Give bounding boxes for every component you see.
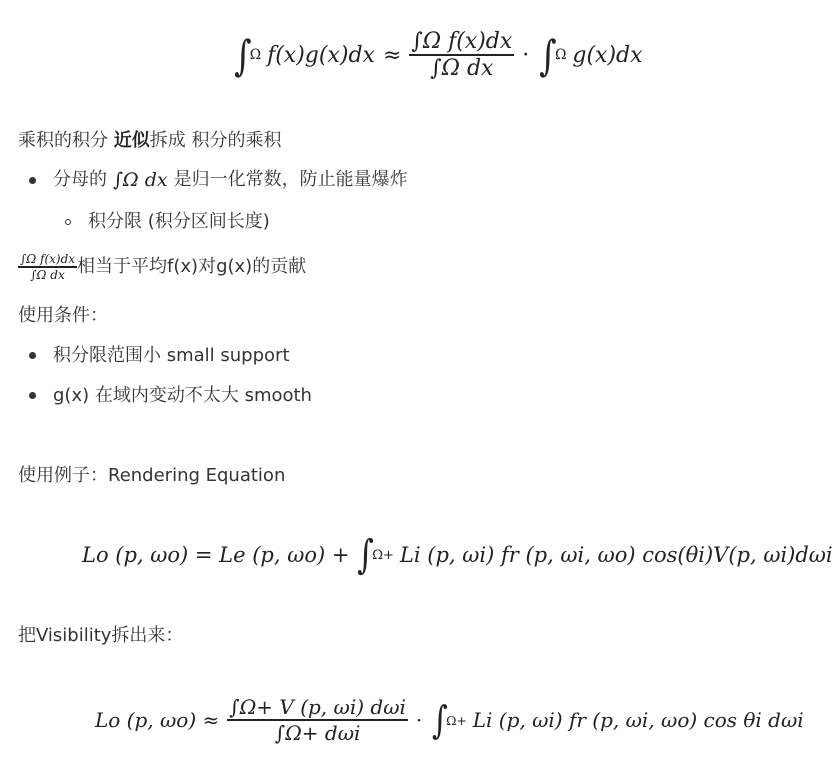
normalization-fraction <box>409 29 514 80</box>
paragraph-average-contribution: $\frac{\text{∫Ω f(x)dx}}{\text{∫Ω dx}}$ 相当于平均f(x)对g(x)的贡献 <box>20 252 307 282</box>
bullet-icon <box>29 392 36 399</box>
integral-sign: ∫ <box>539 30 557 80</box>
integral-limit: Ω+ <box>372 547 394 563</box>
paragraph-conditions: 使用条件： <box>18 305 108 326</box>
approx-symbol: ≈ <box>382 42 402 68</box>
integral-limit: Ω+ <box>446 712 467 728</box>
fraction-denominator: ∫Ω dx <box>430 55 494 81</box>
sub-list-item: 积分限 (积分区间长度) <box>88 211 270 232</box>
integral-sign: ∫ <box>357 532 375 578</box>
integral-limit: Ω <box>555 47 567 63</box>
equation-approximation <box>232 20 643 90</box>
bullet-icon <box>29 177 36 184</box>
paragraph-visibility: 把Visibility拆出来： <box>18 625 184 646</box>
integrand: f(x)g(x)dx <box>267 42 375 68</box>
equation-lhs: Lo (p, ωo) = Le (p, ωo) + <box>82 543 350 567</box>
rendering-equation <box>82 520 833 590</box>
inline-fraction: $\frac{\text{∫Ω f(x)dx}}{\text{∫Ω dx}}$ <box>20 252 76 282</box>
inline-math: ∫Ω dx <box>113 169 168 191</box>
equation-rhs: Li (p, ωi) fr (p, ωi, ωo) cos(θi)V(p, ωi)dωi <box>399 543 833 567</box>
equation-lhs: Lo (p, ωo) ≈ <box>95 708 220 732</box>
sub-bullet-icon <box>65 219 71 225</box>
list-item: 积分限范围小 small support <box>53 345 290 366</box>
paragraph-example: 使用例子：Rendering Equation <box>18 465 286 486</box>
dot-operator: · <box>522 42 530 68</box>
fraction-denominator: ∫Ω+ dωi <box>274 720 361 745</box>
fraction-numerator: ∫Ω+ V (p, ωi) dωi <box>229 695 406 720</box>
list-item: 分母的 ∫Ω dx 是归一化常数，防止能量爆炸 <box>53 169 408 191</box>
visibility-fraction <box>227 695 408 744</box>
bullet-icon <box>29 352 36 359</box>
emphasis: 近似 <box>113 130 150 151</box>
equation-rhs: Li (p, ωi) fr (p, ωi, ωo) cos θi dωi <box>472 708 804 732</box>
integrand: g(x)dx <box>572 42 643 68</box>
fraction-numerator: ∫Ω f(x)dx <box>411 29 513 55</box>
integral-limit: Ω <box>249 47 262 63</box>
split-visibility-equation <box>95 680 804 760</box>
integral-sign: ∫ <box>432 698 449 742</box>
dot-operator: · <box>415 708 423 732</box>
integral-sign: ∫ <box>234 30 252 80</box>
paragraph-product-integral: 乘积的积分 近似拆成 积分的乘积 <box>18 130 282 151</box>
list-item: g(x) 在域内变动不太大 smooth <box>53 385 312 406</box>
